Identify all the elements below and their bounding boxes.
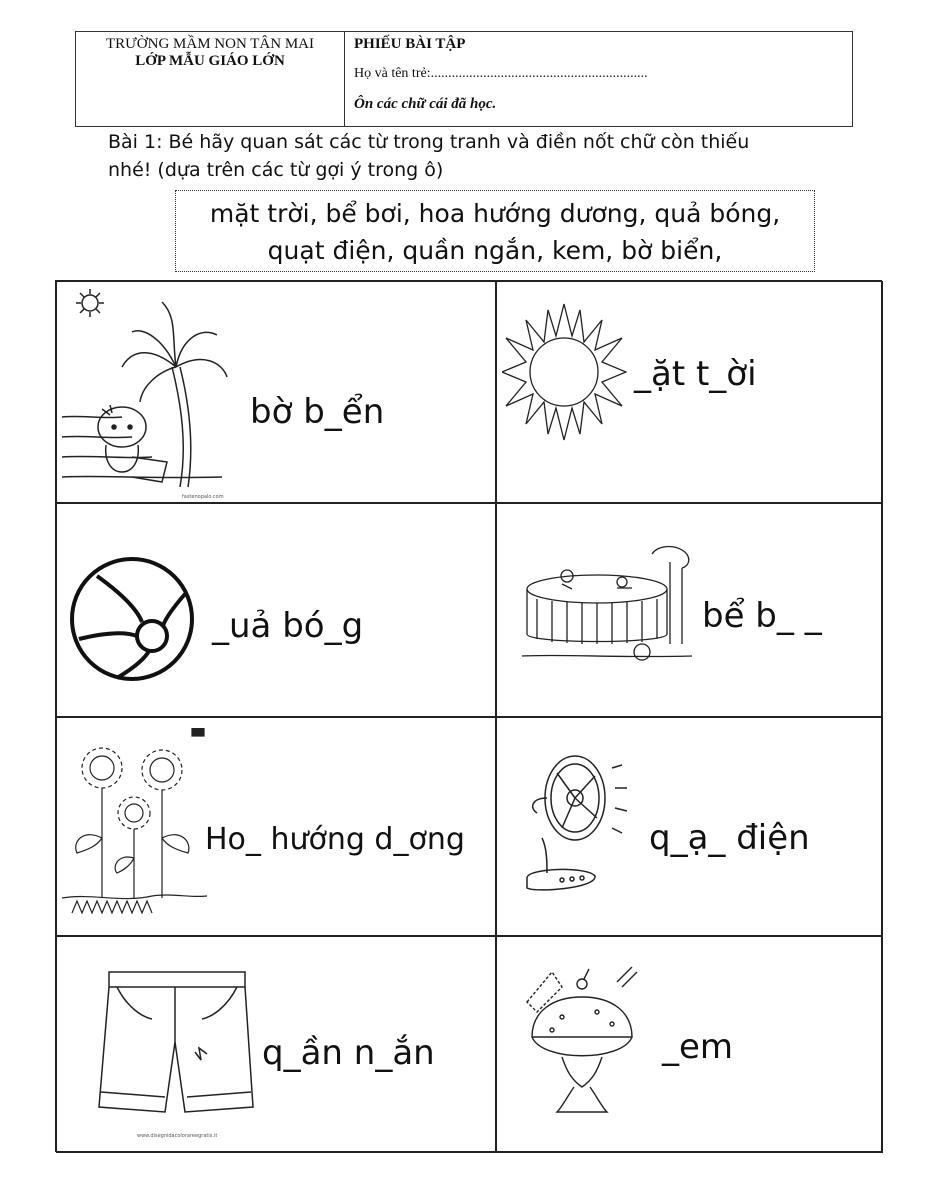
beach-palm-tree-icon xyxy=(62,287,232,497)
class-name: LỚP MẪU GIÁO LỚN xyxy=(135,53,285,69)
beach-image-credit: fastenopalo.com xyxy=(182,494,224,500)
exercise-cell-icecream xyxy=(496,936,883,1153)
child-name-line: Họ và tên trẻ:.............................................................. xyxy=(354,66,648,81)
word-bank-box xyxy=(175,190,815,272)
shorts-icon xyxy=(97,967,257,1127)
exercise-cell-sunflower xyxy=(56,717,496,936)
word-hoa-huong-duong: Ho_ hướng d_ơng xyxy=(205,822,465,857)
word-quat-dien: q_ạ_ điện xyxy=(649,818,810,858)
word-be-boi: bể b_ _ xyxy=(702,596,822,636)
worksheet-header xyxy=(75,31,853,127)
exercise-cell-shorts xyxy=(56,936,496,1153)
word-bank-line-2: quạt điện, quần ngắn, kem, bờ biển, xyxy=(267,236,723,265)
exercise-instruction xyxy=(108,128,828,184)
header-left-cell xyxy=(76,32,345,126)
word-bo-bien: bờ b_ển xyxy=(250,392,385,432)
electric-fan-icon xyxy=(517,748,632,903)
beach-ball-icon xyxy=(67,554,197,684)
exercise-cell-pool xyxy=(496,503,883,717)
exercise-cell-fan xyxy=(496,717,883,936)
worksheet-title: PHIẾU BÀI TẬP xyxy=(354,36,466,52)
exercise-cell-beach xyxy=(56,281,496,503)
ice-cream-icon xyxy=(522,962,647,1122)
exercise-cell-ball xyxy=(56,503,496,717)
shorts-image-credit: www.disegnidacolorareegratis.it xyxy=(137,1133,218,1139)
word-bank-line-1: mặt trời, bể bơi, hoa hướng dương, quả bóng, xyxy=(209,199,781,228)
word-qua-bong: _uả bó_g xyxy=(212,606,364,646)
instruction-line-2: nhé! (dựa trên các từ gợi ý trong ô) xyxy=(108,159,444,181)
word-mat-troi: _ặt t_ời xyxy=(634,354,757,394)
sunflowers-icon xyxy=(62,728,207,928)
exercise-cell-sun xyxy=(496,281,883,503)
sun-icon xyxy=(502,302,627,442)
header-right-cell xyxy=(354,32,852,126)
swimming-pool-icon xyxy=(522,544,697,669)
worksheet-subtitle: Ôn các chữ cái đã học. xyxy=(354,96,497,112)
word-quan-ngan: q_ần n_ắn xyxy=(262,1033,435,1073)
word-kem: _em xyxy=(662,1027,734,1067)
instruction-line-1: Bài 1: Bé hãy quan sát các từ trong tranh và điền nốt chữ còn thiếu xyxy=(108,131,750,153)
exercise-grid xyxy=(55,280,882,1152)
school-name: TRƯỜNG MẦM NON TÂN MAI xyxy=(105,36,315,52)
